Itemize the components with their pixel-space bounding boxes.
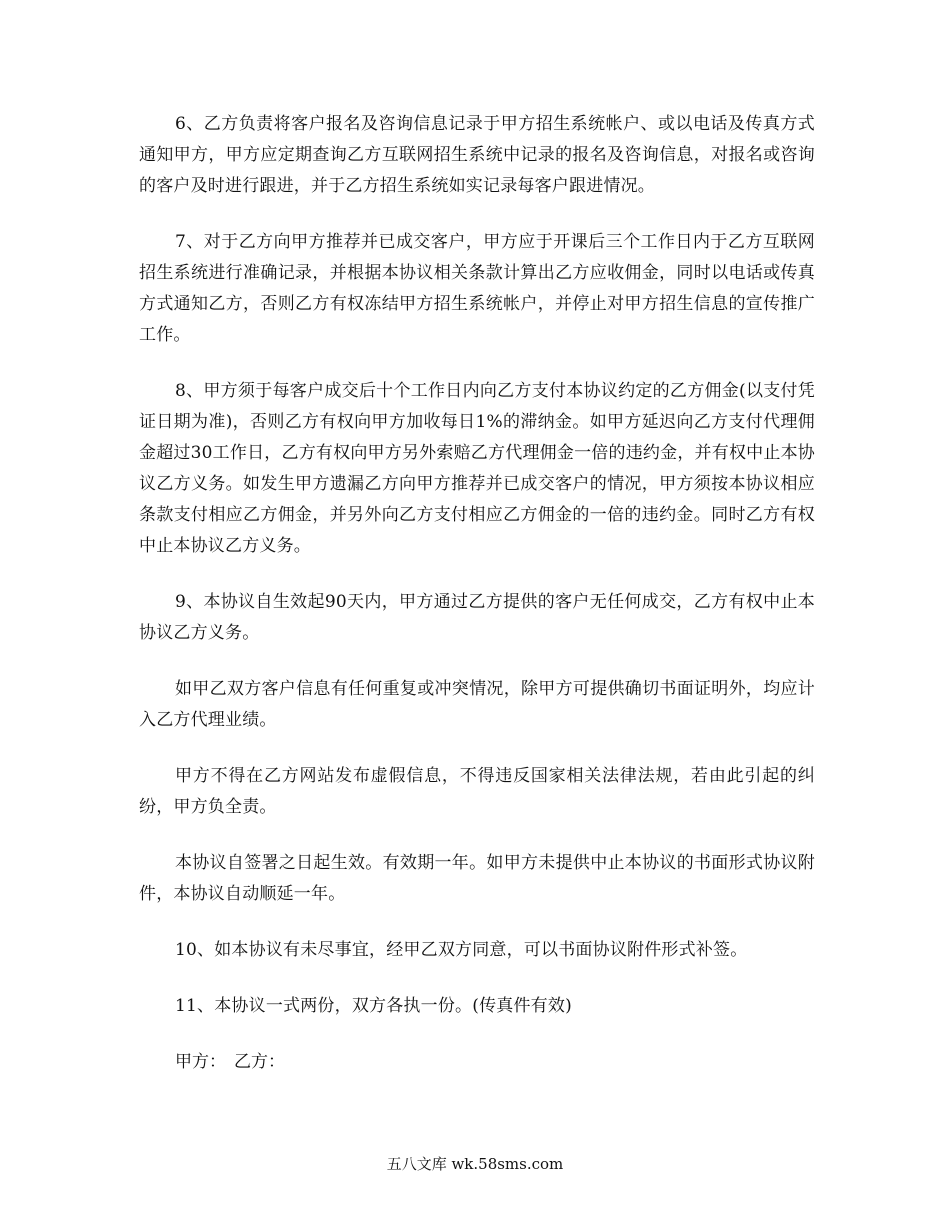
false-info-paragraph: 甲方不得在乙方网站发布虚假信息，不得违反国家相关法律法规，若由此引起的纠纷，甲方负全责。 <box>139 766 815 817</box>
page-footer: 五八文库 wk.58sms.com <box>386 1155 564 1173</box>
customer-conflict-paragraph: 如甲乙双方客户信息有任何重复或冲突情况，除甲方可提供确切书面证明外，均应计入乙方代理业绩。 <box>139 679 815 730</box>
party-b-label: 乙方： <box>234 1052 285 1072</box>
clause-8-paragraph: 8、甲方须于每客户成交后十个工作日内向乙方支付本协议约定的乙方佣金(以支付凭证日期为准)，否则乙方有权向甲方加收每日1%的滞纳金。如甲方延迟向乙方支付代理佣金超过30工作日，乙方有权向甲方另外索赔乙方代理佣金一倍的违约金，并有权中止本协议乙方义务。如发生甲方遗漏乙方向甲方推荐并已成交客户的情况，甲方须按本协议相应条款支付相应乙方佣金，并另外向乙方支付相应乙方佣金的一倍的违约金。同时乙方有权中止本协议乙方义务。 <box>139 381 815 556</box>
clause-7-paragraph: 7、对于乙方向甲方推荐并已成交客户，甲方应于开课后三个工作日内于乙方互联网招生系统进行准确记录，并根据本协议相关条款计算出乙方应收佣金，同时以电话或传真方式通知乙方，否则乙方有权冻结甲方招生系统帐户，并停止对甲方招生信息的宣传推广工作。 <box>139 232 815 345</box>
clause-9-paragraph: 9、本协议自生效起90天内，甲方通过乙方提供的客户无任何成交，乙方有权中止本协议乙方义务。 <box>139 592 815 643</box>
validity-paragraph: 本协议自签署之日起生效。有效期一年。如甲方未提供中止本协议的书面形式协议附件，本协议自动顺延一年。 <box>139 853 815 904</box>
document-body <box>139 109 815 1078</box>
party-a-label: 甲方： <box>175 1052 226 1072</box>
clause-11-paragraph: 11、本协议一式两份，双方各执一份。(传真件有效) <box>175 996 572 1016</box>
clause-6-paragraph: 6、乙方负责将客户报名及咨询信息记录于甲方招生系统帐户、或以电话及传真方式通知甲方，甲方应定期查询乙方互联网招生系统中记录的报名及咨询信息，对报名或咨询的客户及时进行跟进，并于乙方招生系统如实记录每客户跟进情况。 <box>139 114 815 196</box>
clause-10-paragraph: 10、如本协议有未尽事宜，经甲乙双方同意，可以书面协议附件形式补签。 <box>175 940 748 960</box>
signature-line <box>139 1047 815 1078</box>
